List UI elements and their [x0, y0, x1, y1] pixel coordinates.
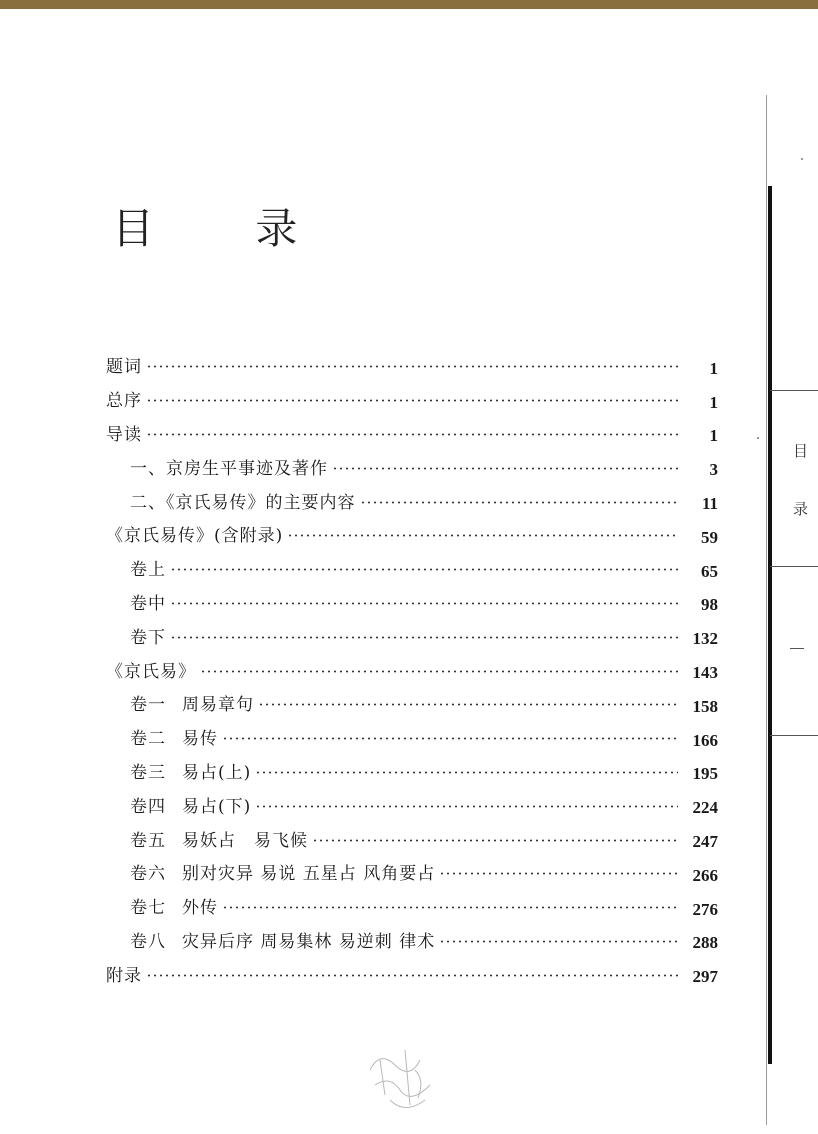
- toc-page-number: 98: [701, 595, 718, 615]
- toc-page-number: 11: [701, 494, 718, 514]
- dot-leader: [255, 805, 678, 808]
- toc-page-number: 288: [692, 933, 718, 953]
- toc-page-number: 1: [709, 426, 718, 446]
- dot-leader: [312, 839, 678, 842]
- side-dash: [790, 648, 804, 649]
- toc-entry-title: 《京氏易传》(含附录): [106, 526, 284, 547]
- toc-entry-title: 总序: [106, 391, 142, 412]
- toc-entry: [106, 889, 718, 923]
- toc-page-number: 132: [692, 629, 718, 649]
- binding-edge: [766, 95, 767, 1125]
- toc-entry: [106, 821, 718, 855]
- toc-entry: [106, 348, 718, 382]
- toc-page-number: 266: [692, 865, 718, 885]
- toc-page-number: 3: [709, 460, 718, 480]
- toc-page-number: 65: [701, 561, 718, 581]
- toc-entry-subtitle: 易妖占 易飞候: [182, 830, 308, 851]
- dot-leader: [146, 974, 678, 977]
- dot-leader: [146, 433, 678, 436]
- side-tab-top-line: [770, 390, 818, 391]
- toc-entry-title: 卷二: [130, 729, 166, 750]
- toc-entry-title: 题词: [106, 357, 142, 378]
- toc-entry-subtitle: 别对灾异 易说 五星占 风角要占: [182, 864, 436, 885]
- toc-entry-title: 二、《京氏易传》的主要内容: [130, 492, 356, 513]
- toc-entry: [106, 787, 718, 821]
- dot-leader: [255, 771, 678, 774]
- toc-entry: [106, 416, 718, 450]
- toc-entry: [106, 686, 718, 720]
- toc-entry: [106, 585, 718, 619]
- toc-entry-title: 附录: [106, 965, 142, 986]
- toc-entry: [106, 855, 718, 889]
- top-edge-band: [0, 0, 818, 9]
- toc-entry-title: 卷八: [130, 931, 166, 952]
- side-tab-char-2: 录: [793, 500, 809, 518]
- dot-leader: [287, 534, 678, 537]
- toc-entry: [106, 652, 718, 686]
- dot-leader: [439, 872, 678, 875]
- side-tab-bottom-line: [770, 566, 818, 567]
- toc-page-number: 143: [692, 663, 718, 683]
- toc-entry-title: 《京氏易》: [106, 661, 196, 682]
- toc-entry-subtitle: 周易章句: [182, 695, 254, 716]
- toc-entry-title: 卷五: [130, 830, 166, 851]
- table-of-contents: [106, 348, 718, 990]
- toc-page-number: 247: [692, 832, 718, 852]
- dot-leader: [360, 501, 679, 504]
- toc-entry: [106, 517, 718, 551]
- toc-entry-subtitle: 外传: [182, 898, 218, 919]
- toc-page-number: 59: [701, 527, 718, 547]
- toc-entry-title: 卷中: [130, 593, 166, 614]
- toc-entry-title: 卷六: [130, 864, 166, 885]
- toc-entry-subtitle: 易占(上): [182, 762, 252, 783]
- dot-leader: [170, 602, 678, 605]
- toc-page-number: 297: [692, 967, 718, 987]
- toc-entry-title: 卷七: [130, 898, 166, 919]
- dot-leader: [146, 365, 678, 368]
- dot-leader: [439, 940, 678, 943]
- toc-page-number: 276: [692, 899, 718, 919]
- faint-stamp-mark: [350, 1030, 460, 1130]
- toc-entry-subtitle: 易传: [182, 729, 218, 750]
- toc-entry-title: 卷上: [130, 560, 166, 581]
- toc-entry-title: 一、京房生平事迹及著作: [130, 458, 328, 479]
- dot-leader: [258, 703, 678, 706]
- toc-page-number: 166: [692, 730, 718, 750]
- toc-entry: [106, 382, 718, 416]
- side-tab-lower-line: [770, 735, 818, 736]
- toc-page-number: 158: [692, 696, 718, 716]
- dot-leader: [146, 399, 678, 402]
- dot-leader: [332, 467, 678, 470]
- dot-leader: [170, 568, 678, 571]
- toc-entry-subtitle: 易占(下): [182, 796, 252, 817]
- page-title: 目 录: [112, 204, 342, 253]
- toc-entry: [106, 923, 718, 957]
- speck: [757, 437, 759, 439]
- speck: [801, 158, 803, 160]
- toc-entry: [106, 449, 718, 483]
- toc-entry-title: 卷三: [130, 762, 166, 783]
- toc-page-number: 224: [692, 798, 718, 818]
- toc-entry-title: 卷一: [130, 695, 166, 716]
- toc-entry: [106, 720, 718, 754]
- toc-entry: [106, 551, 718, 585]
- side-tab-char-1: 目: [793, 442, 809, 460]
- toc-entry-title: 卷四: [130, 796, 166, 817]
- page-spine-bar: [768, 186, 772, 1064]
- toc-page-number: 1: [709, 358, 718, 378]
- dot-leader: [222, 906, 678, 909]
- toc-entry: [106, 618, 718, 652]
- toc-entry: [106, 754, 718, 788]
- dot-leader: [200, 670, 678, 673]
- dot-leader: [222, 737, 678, 740]
- toc-entry: [106, 483, 718, 517]
- toc-page-number: 195: [692, 764, 718, 784]
- toc-page-number: 1: [709, 392, 718, 412]
- toc-entry-subtitle: 灾异后序 周易集林 易逆刺 律术: [182, 931, 436, 952]
- dot-leader: [170, 636, 678, 639]
- toc-entry: [106, 956, 718, 990]
- toc-entry-title: 卷下: [130, 627, 166, 648]
- toc-entry-title: 导读: [106, 424, 142, 445]
